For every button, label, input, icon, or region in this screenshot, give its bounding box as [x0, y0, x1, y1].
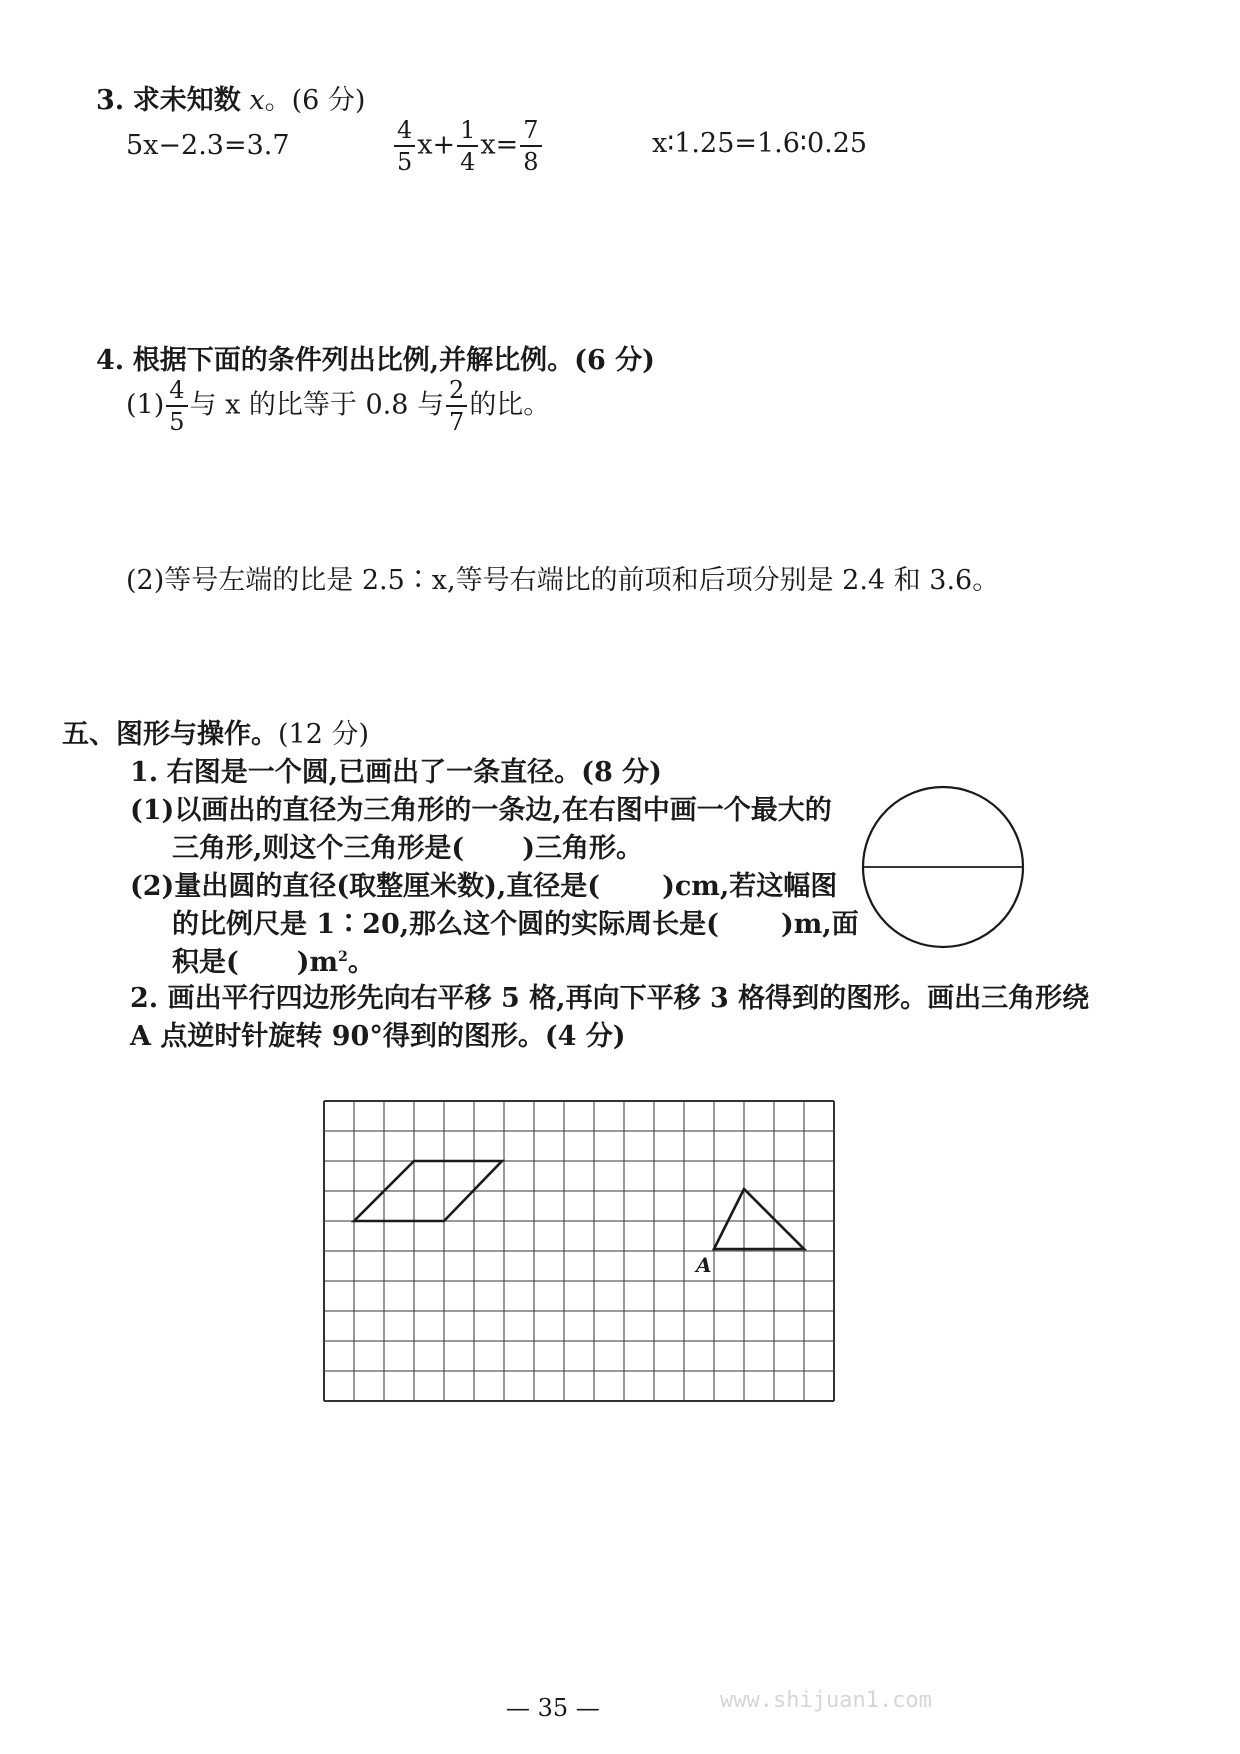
q4-title — [96, 338, 655, 377]
numerator: 2 — [446, 378, 467, 407]
numerator: 1 — [457, 118, 478, 147]
s5-q2-line-2: A 点逆时针旋转 90°得到的图形。(4 分) — [130, 1021, 626, 1052]
watermark: www.shijuan1.com — [720, 1688, 932, 1713]
q3-equation-1: 5x−2.3=3.7 — [126, 130, 290, 161]
fraction — [520, 118, 541, 174]
q3-title-var: x — [249, 85, 265, 116]
text-part: )cm,若这幅图 — [662, 871, 838, 902]
circle-figure — [858, 782, 1028, 952]
numerator: 4 — [394, 118, 415, 147]
fraction — [457, 118, 478, 174]
denominator: 7 — [449, 408, 465, 436]
numerator: 4 — [166, 378, 187, 407]
s5-q1-line-4 — [172, 902, 859, 941]
fraction — [394, 118, 415, 174]
equation-part: x+ — [417, 129, 456, 161]
grid-figure — [320, 1095, 840, 1405]
q3-title-tail: 。(6 分) — [264, 85, 366, 116]
s5-q1-line-1: (1)以画出的直径为三角形的一条边,在右图中画一个最大的 — [130, 795, 832, 826]
triangle — [714, 1189, 804, 1249]
q3-number: 3. — [96, 85, 125, 116]
text-part: )m — [296, 947, 339, 978]
question-number: 2. — [130, 983, 159, 1014]
denominator: 8 — [523, 148, 539, 176]
part-text: 与 x 的比等于 0.8 与 — [189, 389, 445, 421]
part-prefix: (1) — [126, 389, 165, 421]
text-part: 三角形,则这个三角形是( — [172, 833, 465, 864]
part-text: 的比。 — [469, 389, 551, 421]
text-part: 的比例尺是 1∶20,那么这个圆的实际周长是( — [172, 909, 719, 940]
s5-q1-line-2 — [172, 826, 643, 865]
text-part: 。 — [347, 947, 375, 978]
q4-part-1 — [126, 378, 550, 434]
s5-q2-line-1 — [130, 976, 1089, 1015]
question-text: 右图是一个圆,已画出了一条直径。(8 分) — [166, 757, 662, 788]
fraction — [166, 378, 187, 434]
section-5-title — [62, 712, 369, 751]
question-number: 1. — [130, 757, 159, 788]
grid-lines — [324, 1101, 834, 1401]
fraction — [446, 378, 467, 434]
q3-title — [96, 78, 365, 117]
point-label-a: A — [696, 1253, 712, 1277]
s5-q1-line-3 — [130, 864, 837, 903]
numerator: 7 — [520, 118, 541, 147]
text-part: (2)量出圆的直径(取整厘米数),直径是( — [130, 871, 601, 902]
denominator: 5 — [397, 148, 413, 176]
q4-title-text: 根据下面的条件列出比例,并解比例。(6 分) — [132, 345, 655, 376]
q3-title-text: 求未知数 — [132, 85, 241, 116]
denominator: 5 — [169, 408, 185, 436]
q3-equation-2 — [392, 118, 544, 174]
text-part: )m,面 — [780, 909, 859, 940]
exponent: 2 — [338, 949, 348, 965]
text-part: 积是( — [172, 947, 239, 978]
q3-equation-3: x∶1.25=1.6∶0.25 — [652, 128, 868, 159]
s5-q1-line-5 — [172, 940, 375, 979]
denominator: 4 — [460, 148, 476, 176]
q4-part-2: (2)等号左端的比是 2.5∶x,等号右端比的前项和后项分别是 2.4 和 3.6。 — [126, 565, 1000, 596]
section-score: (12 分) — [278, 719, 370, 750]
s5-q1-title — [130, 750, 662, 789]
question-text: 画出平行四边形先向右平移 5 格,再向下平移 3 格得到的图形。画出三角形绕 — [167, 983, 1090, 1014]
text-part: )三角形。 — [522, 833, 643, 864]
page-number: — 35 — — [506, 1694, 600, 1722]
q4-number: 4. — [96, 345, 125, 376]
section-title-text: 五、图形与操作。 — [62, 719, 278, 750]
equation-part: x= — [480, 129, 519, 161]
